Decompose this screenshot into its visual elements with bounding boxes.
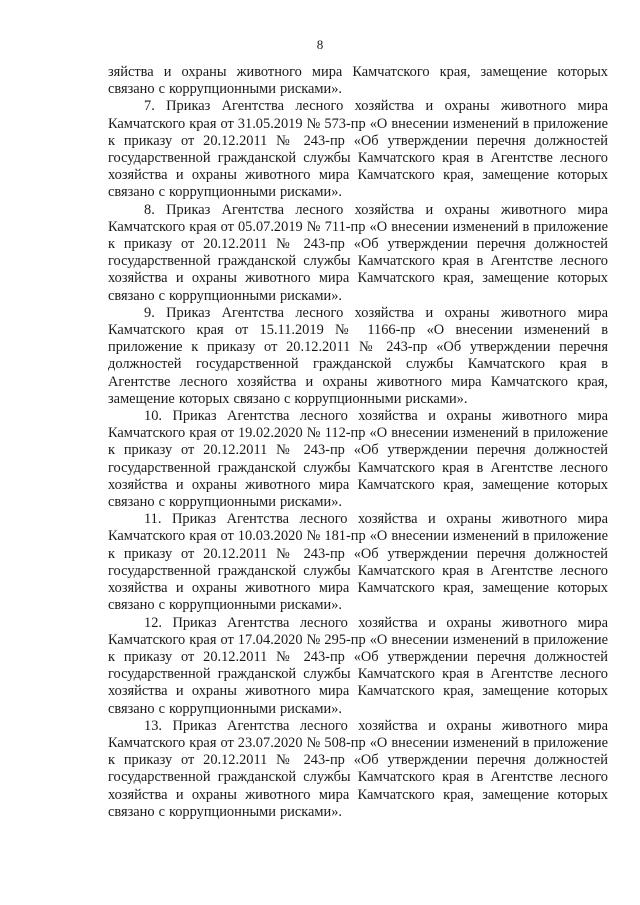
paragraph-item-7: 7. Приказ Агентства лесного хозяйства и охраны животного мира Камчатского края от 31.05.2019 № 573-пр «О внесении изменений в приложение к приказу от 20.12.2011 № 243-пр «Об утверждении перечня должностей государственной гражданской службы Камчатского края в Агентстве лесного хозяйства и охраны животного мира Камчатского края, замещение которых связано с коррупционными рисками». <box>108 98 608 201</box>
paragraph-item-8: 8. Приказ Агентства лесного хозяйства и охраны животного мира Камчатского края от 05.07.2019 № 711-пр «О внесении изменений в приложение к приказу от 20.12.2011 № 243-пр «Об утверждении перечня должностей государственной гражданской службы Камчатского края в Агентстве лесного хозяйства и охраны животного мира Камчатского края, замещение которых связано с коррупционными рисками». <box>108 201 608 304</box>
paragraph-continuation: зяйства и охраны животного мира Камчатского края, замещение которых связано с коррупционными рисками». <box>108 64 608 98</box>
page-number: 8 <box>316 37 324 52</box>
paragraph-item-12: 12. Приказ Агентства лесного хозяйства и охраны животного мира Камчатского края от 17.04.2020 № 295-пр «О внесении изменений в приложение к приказу от 20.12.2011 № 243-пр «Об утверждении перечня должностей государственной гражданской службы Камчатского края в Агентстве лесного хозяйства и охраны животного мира Камчатского края, замещение которых связано с коррупционными рисками». <box>108 614 608 717</box>
document-body <box>108 64 608 821</box>
paragraph-item-11: 11. Приказ Агентства лесного хозяйства и охраны животного мира Камчатского края от 10.03.2020 № 181-пр «О внесении изменений в приложение к приказу от 20.12.2011 № 243-пр «Об утверждении перечня должностей государственной гражданской службы Камчатского края в Агентстве лесного хозяйства и охраны животного мира Камчатского края, замещение которых связано с коррупционными рисками». <box>108 511 608 614</box>
paragraph-item-9: 9. Приказ Агентства лесного хозяйства и охраны животного мира Камчатского края от 15.11.2019 № 1166-пр «О внесении изменений в приложение к приказу от 20.12.2011 № 243-пр «Об утверждении перечня должностей государственной гражданской службы Камчатского края в Агентстве лесного хозяйства и охраны животного мира Камчатского края, замещение которых связано с коррупционными рисками». <box>108 304 608 407</box>
paragraph-item-10: 10. Приказ Агентства лесного хозяйства и охраны животного мира Камчатского края от 19.02.2020 № 112-пр «О внесении изменений в приложение к приказу от 20.12.2011 № 243-пр «Об утверждении перечня должностей государственной гражданской службы Камчатского края в Агентстве лесного хозяйства и охраны животного мира Камчатского края, замещение которых связано с коррупционными рисками». <box>108 408 608 511</box>
paragraph-item-13: 13. Приказ Агентства лесного хозяйства и охраны животного мира Камчатского края от 23.07.2020 № 508-пр «О внесении изменений в приложение к приказу от 20.12.2011 № 243-пр «Об утверждении перечня должностей государственной гражданской службы Камчатского края в Агентстве лесного хозяйства и охраны животного мира Камчатского края, замещение которых связано с коррупционными рисками». <box>108 717 608 820</box>
